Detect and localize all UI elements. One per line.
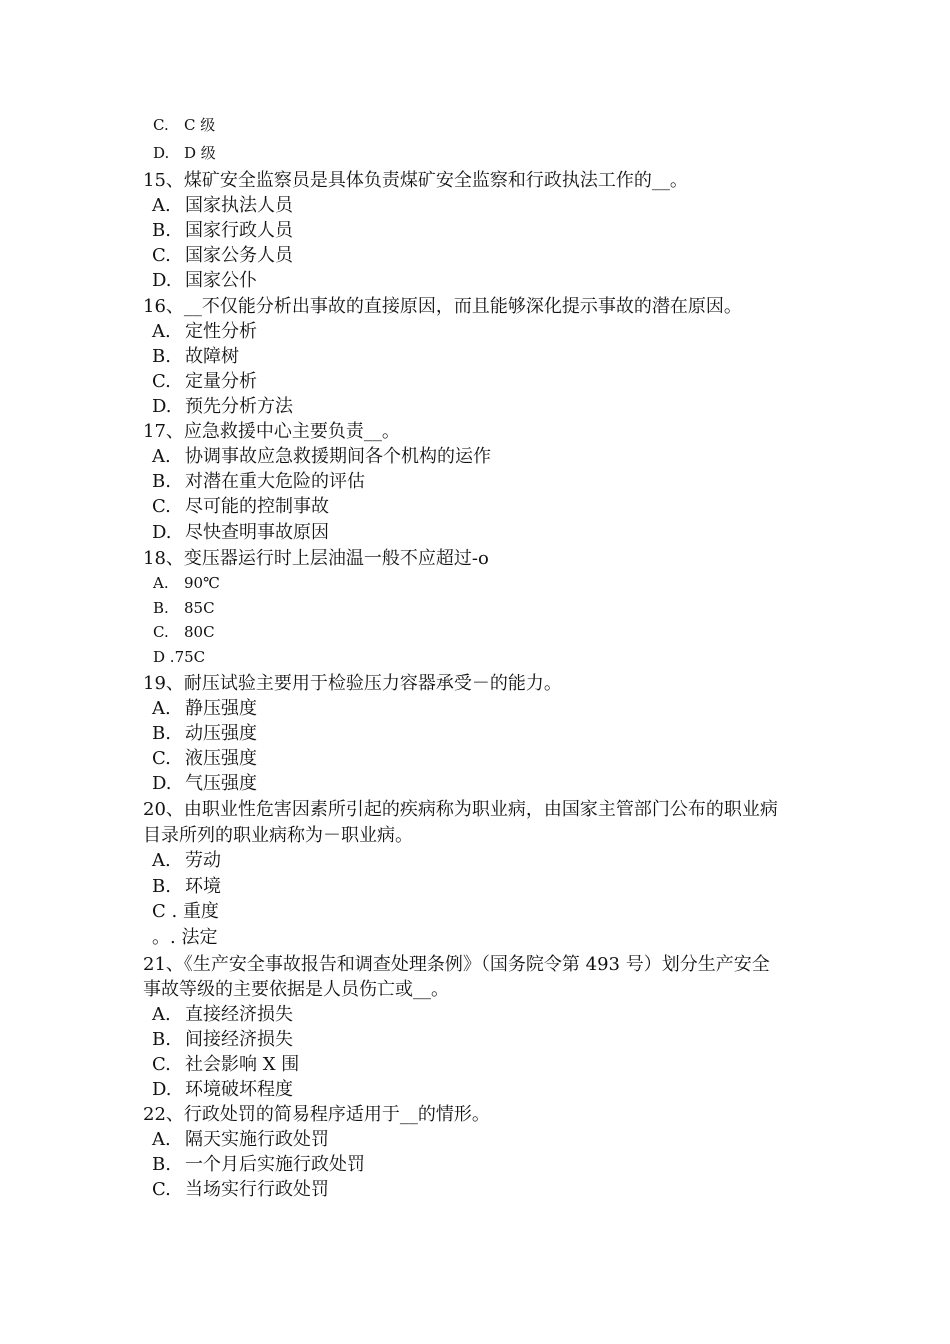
option-text: D 级 [184,144,216,162]
option-text: 劳动 [185,850,221,871]
option-label: B. [152,723,171,744]
line-text: 21、《生产安全事故报告和调查处理条例》（国务院令第 493 号）划分生产安全 [143,954,770,975]
question-text [143,296,742,318]
option-text: 动压强度 [185,723,257,744]
question-text [143,548,489,570]
option-label: C. [152,1179,171,1200]
answer-option [153,621,215,643]
option-text: 隔天实施行政处罚 [185,1129,329,1150]
option-label: A. [152,321,171,342]
option-text: 社会影响 X 围 [185,1054,300,1075]
line-text: 22、行政处罚的简易程序适用于__的情形。 [143,1104,490,1125]
answer-option [152,748,257,770]
answer-option [152,901,219,923]
answer-option [152,1129,329,1151]
option-text: 故障树 [185,346,239,367]
answer-option [152,723,257,745]
line-text: 19、耐压试验主要用于检验压力容器承受－的能力。 [143,673,562,694]
line-text: 15、煤矿安全监察员是具体负责煤矿安全监察和行政执法工作的__。 [143,170,688,191]
option-label: D. [152,1079,172,1100]
option-label: A. [152,1004,171,1025]
option-label: D. [152,270,172,291]
option-label: B. [152,346,171,367]
option-label: C. [152,496,171,517]
option-text: 定量分析 [185,371,257,392]
option-label: D. [153,144,170,162]
option-text: 国家公仆 [185,270,257,291]
answer-option [152,396,293,418]
answer-option [152,698,257,720]
option-label: A. [152,1129,171,1150]
option-text: 环境破坏程度 [185,1079,293,1100]
option-label: A. [152,446,171,467]
answer-option [152,876,221,898]
answer-option [153,142,216,164]
option-label: A. [152,698,171,719]
answer-option [152,1029,293,1051]
answer-option [152,321,257,343]
question-text [143,170,688,192]
option-text: 定性分析 [185,321,257,342]
option-text: 液压强度 [185,748,257,769]
option-label: B. [152,471,171,492]
option-label: B. [152,876,171,897]
option-label: A. [153,574,169,592]
question-text [143,799,778,821]
answer-option [153,597,215,619]
option-label: B. [153,599,169,617]
line-text: 事故等级的主要依据是人员伤亡或__。 [143,979,449,1000]
option-label: B. [152,1029,171,1050]
option-text: 85C [184,599,215,617]
option-label: B. [152,220,171,241]
option-text: 环境 [185,876,221,897]
option-text: 尽快查明事故原因 [185,522,329,543]
answer-option [152,195,293,217]
option-text: C 级 [184,116,216,134]
option-label: D. [152,522,172,543]
answer-option [152,1004,293,1026]
answer-option [152,471,365,493]
line-text: 17、应急救援中心主要负责__。 [143,421,400,442]
answer-option [152,1154,365,1176]
option-text: 国家行政人员 [185,220,293,241]
question-text [143,673,562,695]
option-text: 国家公务人员 [185,245,293,266]
answer-option [152,371,257,393]
option-label: B. [152,1154,171,1175]
line-text: 目录所列的职业病称为－职业病。 [143,825,413,846]
option-text: D .75C [153,648,206,666]
answer-option [153,114,215,136]
option-text: 对潜在重大危险的评估 [185,471,365,492]
option-text: 尽可能的控制事故 [185,496,329,517]
line-text: 16、__不仅能分析出事故的直接原因，而且能够深化提示事故的潜在原因。 [143,296,742,317]
option-label: C. [152,748,171,769]
option-text: 预先分析方法 [185,396,293,417]
answer-option [152,346,239,368]
answer-option [152,1054,299,1076]
answer-option [152,496,329,518]
question-text-continued [143,825,413,847]
question-text-continued [143,979,449,1001]
answer-option [152,270,257,292]
option-label: D. [152,773,172,794]
answer-option [152,522,329,544]
option-text: 静压强度 [185,698,257,719]
option-label: C. [153,116,169,134]
line-text: 20、由职业性危害因素所引起的疾病称为职业病，由国家主管部门公布的职业病 [143,799,778,820]
option-text: 间接经济损失 [185,1029,293,1050]
option-label: C. [152,371,171,392]
option-label: A. [152,850,171,871]
option-label: D. [152,396,172,417]
option-text: 气压强度 [185,773,257,794]
question-text [143,954,770,976]
option-label: A. [152,195,171,216]
option-text: 80C [184,623,215,641]
option-text: 90℃ [184,574,220,592]
answer-option [153,572,220,594]
option-label: C. [152,1054,171,1075]
question-text [143,1104,490,1126]
option-text: 一个月后实施行政处罚 [185,1154,365,1175]
option-text: C . 重度 [152,901,219,922]
answer-option [152,1179,329,1201]
line-text: 18、变压器运行时上层油温一般不应超过-o [143,548,489,569]
answer-option [152,927,217,949]
option-text: 协调事故应急救援期间各个机构的运作 [185,446,491,467]
answer-option [152,773,257,795]
answer-option [152,850,221,872]
option-text: 当场实行行政处罚 [185,1179,329,1200]
question-text [143,421,400,443]
option-text: 直接经济损失 [185,1004,293,1025]
answer-option [152,446,491,468]
option-label: C. [153,623,169,641]
answer-option [152,245,293,267]
answer-option [152,1079,293,1101]
answer-option [152,220,293,242]
answer-option [153,646,205,668]
option-label: C. [152,245,171,266]
option-text: 。. 法定 [152,927,218,948]
option-text: 国家执法人员 [185,195,293,216]
